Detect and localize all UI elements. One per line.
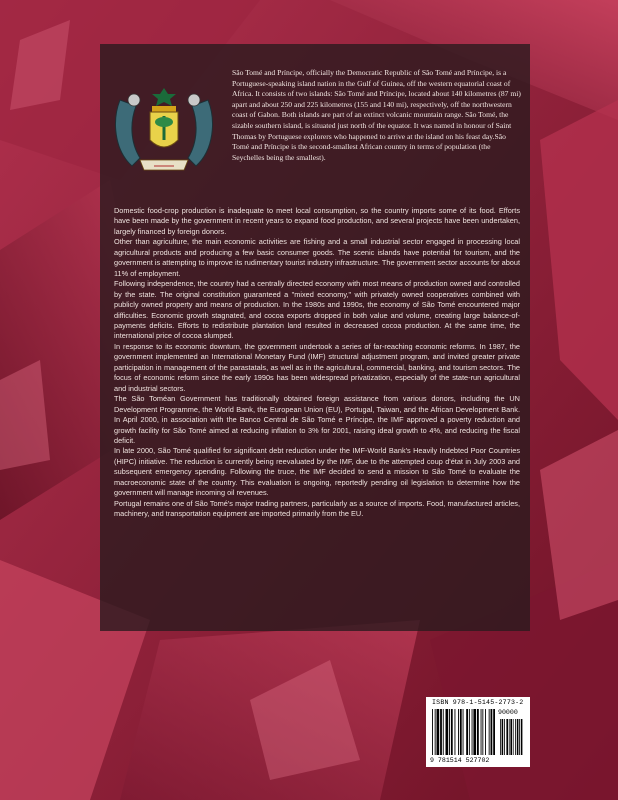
paragraph: Following independence, the country had a centrally directed economy with most means of production owned and controlled by the state. The original constitution guaranteed a "mixed economy," with privately owned cooperatives combined with publicly owned property and means of production. In the 1980s and 1990s, the economy of São Tomé encountered major difficulties. Economic growth stagnated, and cocoa exports dropped in both value and volume, creating large balance-of-payments deficits. Efforts to redistribute plantation land resulted in decreased cocoa production. At the same time, the international price of cocoa slumped. — [114, 279, 520, 341]
paragraph: In late 2000, São Tomé qualified for significant debt reduction under the IMF-World Bank's Heavily Indebted Poor Countries (HIPC) initiative. The reduction is currently being reevaluated by the IMF, due to the attempted coup d'état in July 2003 and subsequent emergency spending. Following the truce, the IMF decided to send a mission to São Tomé to evaluate the macroeconomic state of the country. This evaluation is ongoing, reportedly pending oil legislation to determine how the government will manage incoming oil revenues. — [114, 446, 520, 498]
paragraph: Other than agriculture, the main economic activities are fishing and a small industrial sector engaged in processing local agricultural products and producing a few basic consumer goods. The scenic islands have potential for tourism, and the government is attempting to improve its rudimentary tourist industry infrastructure. The government sector accounts for about 11% of employment. — [114, 237, 520, 278]
intro-text: São Tomé and Príncipe, officially the Democratic Republic of São Tomé and Príncipe, is a Portuguese-speaking island nation in the Gulf of Guinea, off the western equatorial coast of Africa. It consists of two islands: São Tomé and Príncipe, located about 140 kilometres (87 mi) apart and about 250 and 225 kilometres (155 and 140 mi), respectively, off the northwestern coast of Gabon. Both islands are part of an extinct volcanic mountain range. São Tomé, the sizable southern island, is situated just north of the equator. It was named in honour of Saint Thomas by Portuguese explorers who happened to arrive at the island on his feast day.São Tomé and Príncipe is the second-smallest African country in terms of population (the Seychelles being the smallest). — [232, 68, 521, 162]
isbn-number: ISBN 978-1-5145-2773-2 — [432, 699, 524, 706]
paragraph: In response to its economic downturn, the government undertook a series of far-reaching economic reforms. In 1987, the government implemented an International Monetary Fund (IMF) structural adjustment program, and invited greater private participation in management of the parastatals, as well as in the agricultural, commercial, banking, and tourism sectors. The focus of economic reform since the early 1990s has been widespread privatization, especially of the state-run agricultural and industrial sectors. — [114, 341, 520, 393]
isbn-barcode — [426, 697, 530, 767]
paragraph: Portugal remains one of São Tomé's major trading partners, particularly as a source of imports. Food, manufactured articles, machinery, and transportation equipment are imported primarily from the EU. — [114, 498, 520, 519]
barcode-digits: 9 781514 527702 — [430, 757, 490, 764]
price-code: 90000 — [498, 709, 518, 716]
body-text — [114, 206, 520, 520]
sao-tome-coat-of-arms-icon — [110, 70, 218, 186]
paragraph: Domestic food-crop production is inadequate to meet local consumption, so the country imports some of its food. Efforts have been made by the government in recent years to expand food production, and several projects have been undertaken, largely financed by foreign donors. — [114, 206, 520, 236]
intro-section — [102, 60, 526, 190]
paragraph: The São Toméan Government has traditionally obtained foreign assistance from various donors, including the UN Development Programme, the World Bank, the European Union (EU), Portugal, Taiwan, and the African Development Bank. In April 2000, in association with the Banco Central de São Tomé e Príncipe, the IMF approved a poverty reduction and growth facility for São Tomé aimed at reducing inflation to 3% for 2001, raising ideal growth to 4%, and reducing the fiscal deficit. — [114, 394, 520, 445]
